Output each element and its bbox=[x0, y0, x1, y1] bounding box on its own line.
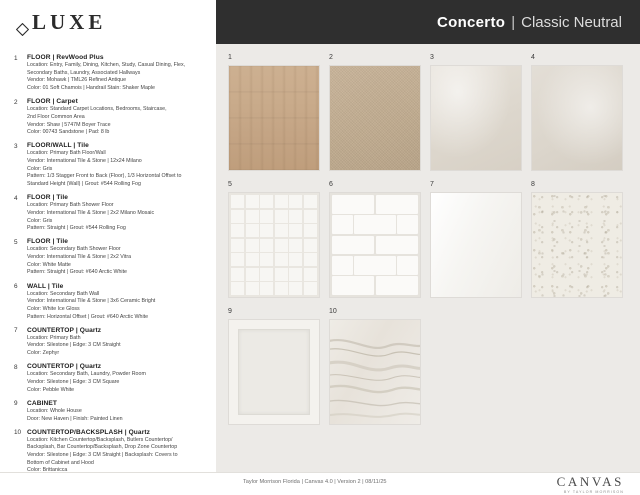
swatch-cell-10[interactable] bbox=[329, 308, 421, 425]
swatch-cell-4[interactable] bbox=[531, 54, 623, 171]
swatch-number: 1 bbox=[228, 54, 232, 61]
swatch-number: 5 bbox=[228, 181, 232, 188]
swatch-cell-7[interactable] bbox=[430, 181, 522, 298]
vitra-mosaic-swatch[interactable] bbox=[228, 192, 320, 298]
spec-detail: Color: Gris bbox=[27, 165, 53, 172]
spec-title: FLOOR | Carpet bbox=[27, 98, 78, 106]
pebble-white-quartz-swatch[interactable] bbox=[531, 192, 623, 298]
canvas-brand bbox=[557, 475, 624, 494]
spec-detail: Color: Brittanicca bbox=[27, 467, 68, 472]
spec-item-8 bbox=[14, 363, 206, 394]
spec-item-1 bbox=[14, 54, 206, 93]
spec-detail: Vendor: International Tile & Stone | 2x2 Milano Mosaic bbox=[27, 209, 155, 216]
quartz-veining bbox=[330, 320, 421, 425]
spec-detail: Color: White Matte bbox=[27, 261, 71, 268]
spec-detail: Vendor: Silestone | Edge: 3 CM Straight | Backsplash: Covers to bbox=[27, 452, 178, 459]
spec-detail: Color: Gris bbox=[27, 217, 53, 224]
cabinet-door-swatch[interactable] bbox=[228, 319, 320, 425]
spec-detail: Vendor: Silestone | Edge: 3 CM Square bbox=[27, 378, 120, 385]
page-footer bbox=[0, 472, 640, 495]
swatch-number: 8 bbox=[531, 181, 535, 188]
collection-subtitle: Classic Neutral bbox=[521, 13, 622, 31]
spec-title: COUNTERTOP | Quartz bbox=[27, 363, 102, 371]
swatch-cell-6[interactable] bbox=[329, 181, 421, 298]
swatch-number: 7 bbox=[430, 181, 434, 188]
spec-detail: Vendor: Silestone | Edge: 3 CM Straight bbox=[27, 342, 121, 349]
spec-detail: Location: Standard Carpet Locations, Bedrooms, Staircase, bbox=[27, 106, 167, 113]
milano-gris-tile-swatch[interactable] bbox=[430, 65, 522, 171]
spec-detail: Location: Kitchen Countertop/Backsplash, Butlers Countertop/ bbox=[27, 436, 173, 443]
page-header bbox=[0, 0, 640, 44]
luxe-logo bbox=[16, 10, 106, 35]
carpet-swatch[interactable] bbox=[329, 65, 421, 171]
swatch-cell-8[interactable] bbox=[531, 181, 623, 298]
spec-title: FLOOR | Tile bbox=[27, 238, 69, 246]
swatch-number: 10 bbox=[329, 308, 337, 315]
spec-detail: Location: Primary Bath Floor/Wall bbox=[27, 150, 106, 157]
swatch-number: 6 bbox=[329, 181, 333, 188]
luxe-logo-text: LUXE bbox=[32, 9, 107, 34]
swatch-number: 2 bbox=[329, 54, 333, 61]
spec-number: 8 bbox=[14, 363, 18, 371]
spec-number: 7 bbox=[14, 327, 18, 335]
subway-tile-swatch[interactable] bbox=[329, 192, 421, 298]
spec-number: 1 bbox=[14, 54, 18, 62]
spec-detail: Bottom of Cabinet and Hood bbox=[27, 459, 94, 466]
brittanicca-quartz-swatch[interactable] bbox=[329, 319, 421, 425]
swatch-number: 4 bbox=[531, 54, 535, 61]
swatch-cell-3[interactable] bbox=[430, 54, 522, 171]
spec-detail: Color: 01 Soft Chamois | Handrail Stain: Shaker Maple bbox=[27, 85, 155, 92]
cabinet-door-panel bbox=[238, 329, 310, 415]
wood-plank-swatch[interactable] bbox=[228, 65, 320, 171]
brand-area bbox=[0, 0, 216, 44]
spec-title: COUNTERTOP | Quartz bbox=[27, 326, 102, 334]
spec-item-9 bbox=[14, 400, 206, 423]
spec-number: 10 bbox=[14, 429, 22, 437]
spec-title: FLOOR/WALL | Tile bbox=[27, 142, 89, 150]
spec-detail: Location: Primary Bath Shower Floor bbox=[27, 202, 114, 209]
swatch-cell-9[interactable] bbox=[228, 308, 320, 425]
page-body bbox=[0, 44, 640, 472]
footer-meta-text: Taylor Morrison Florida | Canvas 4.0 | Version 2 | 08/11/25 bbox=[243, 479, 387, 485]
milano-mosaic-swatch[interactable] bbox=[531, 65, 623, 171]
collection-title: Concerto bbox=[436, 13, 506, 31]
spec-title: COUNTERTOP/BACKSPLASH | Quartz bbox=[27, 428, 151, 436]
spec-detail: Vendor: International Tile & Stone | 3x6 Ceramic Bright bbox=[27, 298, 156, 305]
canvas-brand-name: CANVAS bbox=[556, 474, 624, 489]
spec-item-5 bbox=[14, 238, 206, 277]
spec-detail: Door: New Haven | Finish: Painted Linen bbox=[27, 415, 123, 422]
spec-detail: Pattern: Straight | Grout: #640 Arctic White bbox=[27, 269, 128, 276]
spec-detail: Location: Entry, Family, Dining, Kitchen, Study, Casual Dining, Flex, bbox=[27, 62, 186, 68]
spec-number: 2 bbox=[14, 98, 18, 106]
swatch-number: 9 bbox=[228, 308, 232, 315]
header-title-bar bbox=[216, 0, 640, 44]
swatch-grid bbox=[228, 54, 628, 425]
spec-title: FLOOR | Tile bbox=[27, 194, 69, 202]
spec-item-7 bbox=[14, 327, 206, 358]
spec-number: 5 bbox=[14, 238, 18, 246]
swatch-cell-2[interactable] bbox=[329, 54, 421, 171]
spec-detail: Pattern: Straight | Grout: #544 Rolling Fog bbox=[27, 225, 126, 232]
spec-title: WALL | Tile bbox=[27, 282, 64, 290]
diamond-icon bbox=[16, 17, 29, 30]
spec-detail: Location: Secondary Bath Wall bbox=[27, 290, 100, 297]
spec-item-3 bbox=[14, 142, 206, 188]
spec-detail: Location: Secondary Bath, Laundry, Powder Room bbox=[27, 371, 146, 378]
spec-title: FLOOR | RevWood Plus bbox=[27, 54, 104, 61]
zephyr-quartz-swatch[interactable] bbox=[430, 192, 522, 298]
canvas-brand-tagline: BY TAYLOR MORRISON bbox=[563, 489, 624, 494]
spec-number: 6 bbox=[14, 283, 18, 291]
spec-item-4 bbox=[14, 194, 206, 233]
spec-detail: Color: Pebble White bbox=[27, 386, 75, 393]
swatch-cell-1[interactable] bbox=[228, 54, 320, 171]
spec-detail: Pattern: Horizontal Offset | Grout: #640 Arctic White bbox=[27, 313, 149, 320]
spec-detail: Standard Height (Wall) | Grout: #544 Rolling Fog bbox=[27, 181, 141, 188]
swatch-number: 3 bbox=[430, 54, 434, 61]
spec-item-2 bbox=[14, 98, 206, 137]
swatch-panel bbox=[216, 44, 640, 472]
spec-item-10 bbox=[14, 429, 206, 472]
swatch-cell-5[interactable] bbox=[228, 181, 320, 298]
spec-detail: Backsplash, Bar Countertop/Backsplash, Drop Zone Countertop bbox=[27, 444, 178, 451]
spec-detail: Color: White Ice Gloss bbox=[27, 305, 80, 312]
spec-number: 9 bbox=[14, 400, 18, 408]
spec-detail: Vendor: International Tile & Stone | 2x2 Vitra bbox=[27, 254, 132, 261]
spec-detail: Vendor: Mohawk | TML26 Refined Antique bbox=[27, 77, 127, 84]
spec-title: CABINET bbox=[27, 399, 58, 407]
spec-detail: Color: Zephyr bbox=[27, 350, 60, 357]
spec-detail: Vendor: Shaw | 5747M Boyer Trace bbox=[27, 121, 111, 128]
spec-detail: Location: Whole House bbox=[27, 407, 82, 414]
spec-detail: Location: Secondary Bath Shower Floor bbox=[27, 246, 121, 253]
spec-detail: Vendor: International Tile & Stone | 12x24 Milano bbox=[27, 158, 142, 165]
title-separator: | bbox=[511, 13, 516, 31]
spec-detail: Location: Primary Bath bbox=[27, 334, 81, 341]
specification-list bbox=[0, 44, 216, 472]
spec-detail: 2nd Floor Common Area bbox=[27, 113, 85, 120]
spec-item-6 bbox=[14, 283, 206, 322]
spec-number: 4 bbox=[14, 194, 18, 202]
spec-detail: Secondary Baths, Laundry, Associated Hallways bbox=[27, 69, 141, 76]
spec-detail: Color: 00743 Sandstone | Pad: 8 lb bbox=[27, 129, 110, 136]
spec-detail: Pattern: 1/3 Stagger Front to Back (Floor), 1/3 Horizontal Offset to bbox=[27, 173, 182, 180]
spec-number: 3 bbox=[14, 142, 18, 150]
